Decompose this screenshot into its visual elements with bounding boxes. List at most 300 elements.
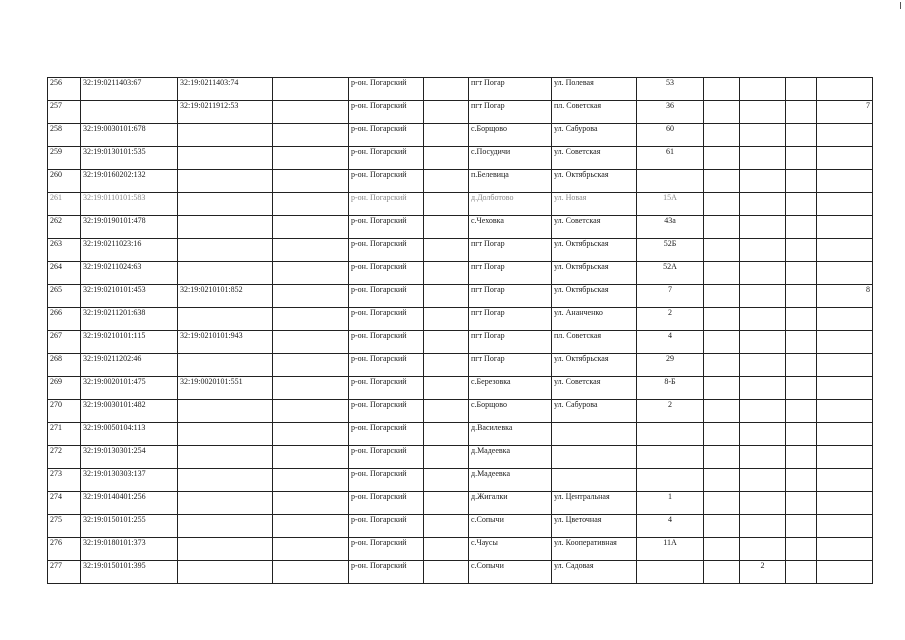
district-cell: р-он. Погарский: [349, 423, 424, 446]
row-number: 273: [48, 469, 81, 492]
locality-cell: с.Сопычи: [469, 561, 552, 584]
district-cell: р-он. Погарский: [349, 469, 424, 492]
street-cell: ул. Новая: [552, 193, 637, 216]
row-number: 262: [48, 216, 81, 239]
street-cell: ул. Октябрьская: [552, 262, 637, 285]
empty-cell: [273, 308, 349, 331]
extra-cell: [704, 331, 740, 354]
extra-cell: [817, 239, 873, 262]
table-row: [48, 331, 873, 354]
house-number-cell: [637, 170, 704, 193]
street-cell: ул. Советская: [552, 147, 637, 170]
extra-cell: [740, 78, 786, 101]
extra-cell: [817, 492, 873, 515]
table-row: [48, 377, 873, 400]
cadastral-number: 32:19:0211023:16: [81, 239, 178, 262]
district-cell: р-он. Погарский: [349, 308, 424, 331]
extra-cell: [704, 239, 740, 262]
table-row: [48, 216, 873, 239]
extra-cell: [817, 308, 873, 331]
locality-cell: с.Посудичи: [469, 147, 552, 170]
empty-cell: [273, 354, 349, 377]
locality-cell: д.Мадеевка: [469, 446, 552, 469]
street-cell: ул. Октябрьская: [552, 285, 637, 308]
district-cell: р-он. Погарский: [349, 492, 424, 515]
table-row: [48, 308, 873, 331]
extra-cell: [704, 423, 740, 446]
extra-cell: [786, 193, 817, 216]
empty-cell: [273, 193, 349, 216]
street-cell: ул. Сабурова: [552, 400, 637, 423]
table-row: [48, 354, 873, 377]
table-row: [48, 423, 873, 446]
table-row: [48, 561, 873, 584]
row-number: 256: [48, 78, 81, 101]
cadastral-number: 32:19:0130301:254: [81, 446, 178, 469]
table-row: [48, 492, 873, 515]
house-number-cell: 53: [637, 78, 704, 101]
district-cell: р-он. Погарский: [349, 101, 424, 124]
extra-cell: [704, 193, 740, 216]
linked-cadastral-number: [178, 239, 273, 262]
linked-cadastral-number: [178, 124, 273, 147]
cadastral-table: [47, 77, 873, 584]
district-cell: р-он. Погарский: [349, 538, 424, 561]
empty-cell: [273, 423, 349, 446]
extra-cell: [704, 354, 740, 377]
empty-cell: [424, 538, 469, 561]
locality-cell: пгт Погар: [469, 239, 552, 262]
extra-cell: [817, 170, 873, 193]
linked-cadastral-number: [178, 446, 273, 469]
empty-cell: [424, 469, 469, 492]
district-cell: р-он. Погарский: [349, 561, 424, 584]
row-number: 265: [48, 285, 81, 308]
street-cell: [552, 469, 637, 492]
row-number: 272: [48, 446, 81, 469]
extra-cell: [740, 354, 786, 377]
empty-cell: [273, 147, 349, 170]
row-number: 271: [48, 423, 81, 446]
extra-cell: [704, 469, 740, 492]
district-cell: р-он. Погарский: [349, 285, 424, 308]
row-number: 258: [48, 124, 81, 147]
extra-cell: [817, 377, 873, 400]
linked-cadastral-number: [178, 515, 273, 538]
empty-cell: [273, 538, 349, 561]
extra-cell: [786, 377, 817, 400]
empty-cell: [273, 446, 349, 469]
extra-cell: [740, 400, 786, 423]
cadastral-number: 32:19:0180101:373: [81, 538, 178, 561]
empty-cell: [424, 377, 469, 400]
extra-cell: [704, 285, 740, 308]
locality-cell: д.Долботово: [469, 193, 552, 216]
row-number: 257: [48, 101, 81, 124]
extra-cell: [786, 216, 817, 239]
row-number: 259: [48, 147, 81, 170]
empty-cell: [273, 78, 349, 101]
extra-cell: [817, 124, 873, 147]
house-number-cell: 52А: [637, 262, 704, 285]
extra-cell: [704, 492, 740, 515]
empty-cell: [424, 354, 469, 377]
cadastral-number: 32:19:0211403:67: [81, 78, 178, 101]
empty-cell: [273, 400, 349, 423]
cadastral-number: 32:19:0020101:475: [81, 377, 178, 400]
street-cell: [552, 423, 637, 446]
extra-cell: [786, 446, 817, 469]
extra-cell: 8: [817, 285, 873, 308]
row-number: 267: [48, 331, 81, 354]
extra-cell: [704, 216, 740, 239]
house-number-cell: 1: [637, 492, 704, 515]
extra-cell: [740, 101, 786, 124]
district-cell: р-он. Погарский: [349, 262, 424, 285]
empty-cell: [424, 78, 469, 101]
extra-cell: [786, 331, 817, 354]
cadastral-number: 32:19:0211201:638: [81, 308, 178, 331]
extra-cell: [740, 147, 786, 170]
empty-cell: [273, 377, 349, 400]
district-cell: р-он. Погарский: [349, 147, 424, 170]
empty-cell: [273, 285, 349, 308]
extra-cell: [817, 515, 873, 538]
district-cell: р-он. Погарский: [349, 377, 424, 400]
table-row: [48, 124, 873, 147]
district-cell: р-он. Погарский: [349, 193, 424, 216]
extra-cell: [817, 331, 873, 354]
extra-cell: [786, 538, 817, 561]
cadastral-number: [81, 101, 178, 124]
extra-cell: [817, 400, 873, 423]
row-number: 264: [48, 262, 81, 285]
linked-cadastral-number: [178, 170, 273, 193]
table-row: [48, 239, 873, 262]
empty-cell: [424, 308, 469, 331]
extra-cell: [786, 354, 817, 377]
linked-cadastral-number: [178, 262, 273, 285]
locality-cell: д.Жигалки: [469, 492, 552, 515]
extra-cell: [740, 124, 786, 147]
empty-cell: [273, 170, 349, 193]
street-cell: ул. Садовая: [552, 561, 637, 584]
extra-cell: [817, 354, 873, 377]
empty-cell: [424, 193, 469, 216]
linked-cadastral-number: 32:19:0211912:53: [178, 101, 273, 124]
house-number-cell: 36: [637, 101, 704, 124]
extra-cell: [817, 216, 873, 239]
extra-cell: [704, 170, 740, 193]
row-number: 263: [48, 239, 81, 262]
district-cell: р-он. Погарский: [349, 78, 424, 101]
extra-cell: [786, 262, 817, 285]
locality-cell: д.Василевка: [469, 423, 552, 446]
edge-mark: [900, 2, 901, 9]
street-cell: ул. Сабурова: [552, 124, 637, 147]
empty-cell: [424, 515, 469, 538]
empty-cell: [424, 400, 469, 423]
house-number-cell: 11А: [637, 538, 704, 561]
linked-cadastral-number: 32:19:0020101:551: [178, 377, 273, 400]
house-number-cell: 29: [637, 354, 704, 377]
extra-cell: 7: [817, 101, 873, 124]
empty-cell: [273, 239, 349, 262]
locality-cell: с.Чаусы: [469, 538, 552, 561]
extra-cell: [817, 469, 873, 492]
district-cell: р-он. Погарский: [349, 170, 424, 193]
cadastral-number: 32:19:0110101:583: [81, 193, 178, 216]
row-number: 266: [48, 308, 81, 331]
empty-cell: [273, 492, 349, 515]
extra-cell: [704, 147, 740, 170]
linked-cadastral-number: [178, 216, 273, 239]
district-cell: р-он. Погарский: [349, 239, 424, 262]
house-number-cell: [637, 446, 704, 469]
extra-cell: [740, 492, 786, 515]
table-row: [48, 515, 873, 538]
cadastral-number: 32:19:0211024:63: [81, 262, 178, 285]
street-cell: пл. Советская: [552, 331, 637, 354]
house-number-cell: 2: [637, 400, 704, 423]
locality-cell: д.Мадеевка: [469, 469, 552, 492]
linked-cadastral-number: [178, 400, 273, 423]
cadastral-number: 32:19:0150101:395: [81, 561, 178, 584]
row-number: 270: [48, 400, 81, 423]
extra-cell: [704, 400, 740, 423]
cadastral-number: 32:19:0211202:46: [81, 354, 178, 377]
table-row: [48, 170, 873, 193]
table-row: [48, 262, 873, 285]
house-number-cell: 7: [637, 285, 704, 308]
extra-cell: [786, 469, 817, 492]
empty-cell: [273, 331, 349, 354]
extra-cell: [704, 262, 740, 285]
cadastral-number: 32:19:0030101:482: [81, 400, 178, 423]
district-cell: р-он. Погарский: [349, 216, 424, 239]
cadastral-number: 32:19:0130303:137: [81, 469, 178, 492]
empty-cell: [424, 561, 469, 584]
extra-cell: [704, 124, 740, 147]
table-row: [48, 285, 873, 308]
locality-cell: пгт Погар: [469, 262, 552, 285]
street-cell: ул. Советская: [552, 216, 637, 239]
district-cell: р-он. Погарский: [349, 446, 424, 469]
house-number-cell: 43а: [637, 216, 704, 239]
extra-cell: [740, 308, 786, 331]
house-number-cell: 60: [637, 124, 704, 147]
locality-cell: пгт Погар: [469, 308, 552, 331]
extra-cell: [817, 446, 873, 469]
table-row: [48, 446, 873, 469]
cadastral-number: 32:19:0210101:115: [81, 331, 178, 354]
street-cell: ул. Ананченко: [552, 308, 637, 331]
extra-cell: [817, 262, 873, 285]
extra-cell: [786, 170, 817, 193]
locality-cell: пгт Погар: [469, 101, 552, 124]
locality-cell: с.Чеховка: [469, 216, 552, 239]
linked-cadastral-number: [178, 492, 273, 515]
empty-cell: [273, 262, 349, 285]
linked-cadastral-number: [178, 469, 273, 492]
extra-cell: [704, 308, 740, 331]
table-row: [48, 193, 873, 216]
linked-cadastral-number: [178, 423, 273, 446]
house-number-cell: [637, 469, 704, 492]
street-cell: ул. Советская: [552, 377, 637, 400]
extra-cell: [740, 469, 786, 492]
empty-cell: [424, 331, 469, 354]
extra-cell: [786, 101, 817, 124]
table-row: [48, 147, 873, 170]
extra-cell: [704, 538, 740, 561]
empty-cell: [424, 147, 469, 170]
cadastral-number: 32:19:0140401:256: [81, 492, 178, 515]
locality-cell: п.Белевица: [469, 170, 552, 193]
locality-cell: пгт Погар: [469, 285, 552, 308]
locality-cell: пгт Погар: [469, 331, 552, 354]
empty-cell: [424, 285, 469, 308]
extra-cell: [786, 423, 817, 446]
cadastral-number: 32:19:0210101:453: [81, 285, 178, 308]
table-body: [48, 78, 873, 584]
locality-cell: пгт Погар: [469, 78, 552, 101]
extra-cell: [817, 561, 873, 584]
empty-cell: [273, 101, 349, 124]
extra-cell: [740, 262, 786, 285]
row-number: 269: [48, 377, 81, 400]
house-number-cell: 8-Б: [637, 377, 704, 400]
locality-cell: с.Борщово: [469, 400, 552, 423]
street-cell: ул. Центральная: [552, 492, 637, 515]
house-number-cell: [637, 423, 704, 446]
empty-cell: [273, 216, 349, 239]
empty-cell: [424, 262, 469, 285]
district-cell: р-он. Погарский: [349, 124, 424, 147]
district-cell: р-он. Погарский: [349, 354, 424, 377]
extra-cell: [704, 377, 740, 400]
extra-cell: [740, 170, 786, 193]
house-number-cell: 52Б: [637, 239, 704, 262]
house-number-cell: [637, 561, 704, 584]
empty-cell: [273, 561, 349, 584]
extra-cell: [740, 446, 786, 469]
row-number: 260: [48, 170, 81, 193]
linked-cadastral-number: [178, 538, 273, 561]
locality-cell: с.Березовка: [469, 377, 552, 400]
extra-cell: [704, 561, 740, 584]
house-number-cell: 15А: [637, 193, 704, 216]
extra-cell: [817, 78, 873, 101]
linked-cadastral-number: [178, 193, 273, 216]
extra-cell: [740, 331, 786, 354]
empty-cell: [424, 170, 469, 193]
linked-cadastral-number: 32:19:0211403:74: [178, 78, 273, 101]
extra-cell: 2: [740, 561, 786, 584]
cadastral-number: 32:19:0150101:255: [81, 515, 178, 538]
extra-cell: [786, 492, 817, 515]
linked-cadastral-number: 32:19:0210101:943: [178, 331, 273, 354]
extra-cell: [817, 538, 873, 561]
row-number: 275: [48, 515, 81, 538]
cadastral-number: 32:19:0190101:478: [81, 216, 178, 239]
empty-cell: [273, 469, 349, 492]
empty-cell: [424, 216, 469, 239]
row-number: 268: [48, 354, 81, 377]
linked-cadastral-number: [178, 354, 273, 377]
street-cell: ул. Октябрьская: [552, 354, 637, 377]
cadastral-number: 32:19:0130101:535: [81, 147, 178, 170]
empty-cell: [424, 239, 469, 262]
extra-cell: [740, 377, 786, 400]
house-number-cell: 4: [637, 331, 704, 354]
district-cell: р-он. Погарский: [349, 515, 424, 538]
extra-cell: [786, 308, 817, 331]
house-number-cell: 61: [637, 147, 704, 170]
extra-cell: [740, 239, 786, 262]
row-number: 277: [48, 561, 81, 584]
table-row: [48, 78, 873, 101]
extra-cell: [740, 538, 786, 561]
extra-cell: [740, 423, 786, 446]
street-cell: пл. Советская: [552, 101, 637, 124]
empty-cell: [424, 492, 469, 515]
table-row: [48, 101, 873, 124]
cadastral-number: 32:19:0160202:132: [81, 170, 178, 193]
district-cell: р-он. Погарский: [349, 331, 424, 354]
extra-cell: [786, 124, 817, 147]
empty-cell: [424, 423, 469, 446]
extra-cell: [786, 285, 817, 308]
empty-cell: [424, 124, 469, 147]
empty-cell: [424, 101, 469, 124]
row-number: 276: [48, 538, 81, 561]
extra-cell: [740, 515, 786, 538]
extra-cell: [817, 423, 873, 446]
street-cell: ул. Октябрьская: [552, 170, 637, 193]
row-number: 261: [48, 193, 81, 216]
table-row: [48, 400, 873, 423]
street-cell: ул. Цветочная: [552, 515, 637, 538]
street-cell: ул. Октябрьская: [552, 239, 637, 262]
extra-cell: [740, 216, 786, 239]
extra-cell: [704, 515, 740, 538]
street-cell: ул. Кооперативная: [552, 538, 637, 561]
district-cell: р-он. Погарский: [349, 400, 424, 423]
cadastral-number: 32:19:0030101:678: [81, 124, 178, 147]
street-cell: [552, 446, 637, 469]
linked-cadastral-number: [178, 147, 273, 170]
extra-cell: [704, 78, 740, 101]
extra-cell: [786, 400, 817, 423]
extra-cell: [704, 101, 740, 124]
street-cell: ул. Полевая: [552, 78, 637, 101]
extra-cell: [786, 78, 817, 101]
table-row: [48, 538, 873, 561]
linked-cadastral-number: 32:19:0210101:852: [178, 285, 273, 308]
locality-cell: пгт Погар: [469, 354, 552, 377]
cadastral-number: 32:19:0050104:113: [81, 423, 178, 446]
extra-cell: [704, 446, 740, 469]
extra-cell: [817, 193, 873, 216]
row-number: 274: [48, 492, 81, 515]
extra-cell: [817, 147, 873, 170]
extra-cell: [786, 147, 817, 170]
empty-cell: [273, 124, 349, 147]
extra-cell: [786, 515, 817, 538]
linked-cadastral-number: [178, 561, 273, 584]
linked-cadastral-number: [178, 308, 273, 331]
